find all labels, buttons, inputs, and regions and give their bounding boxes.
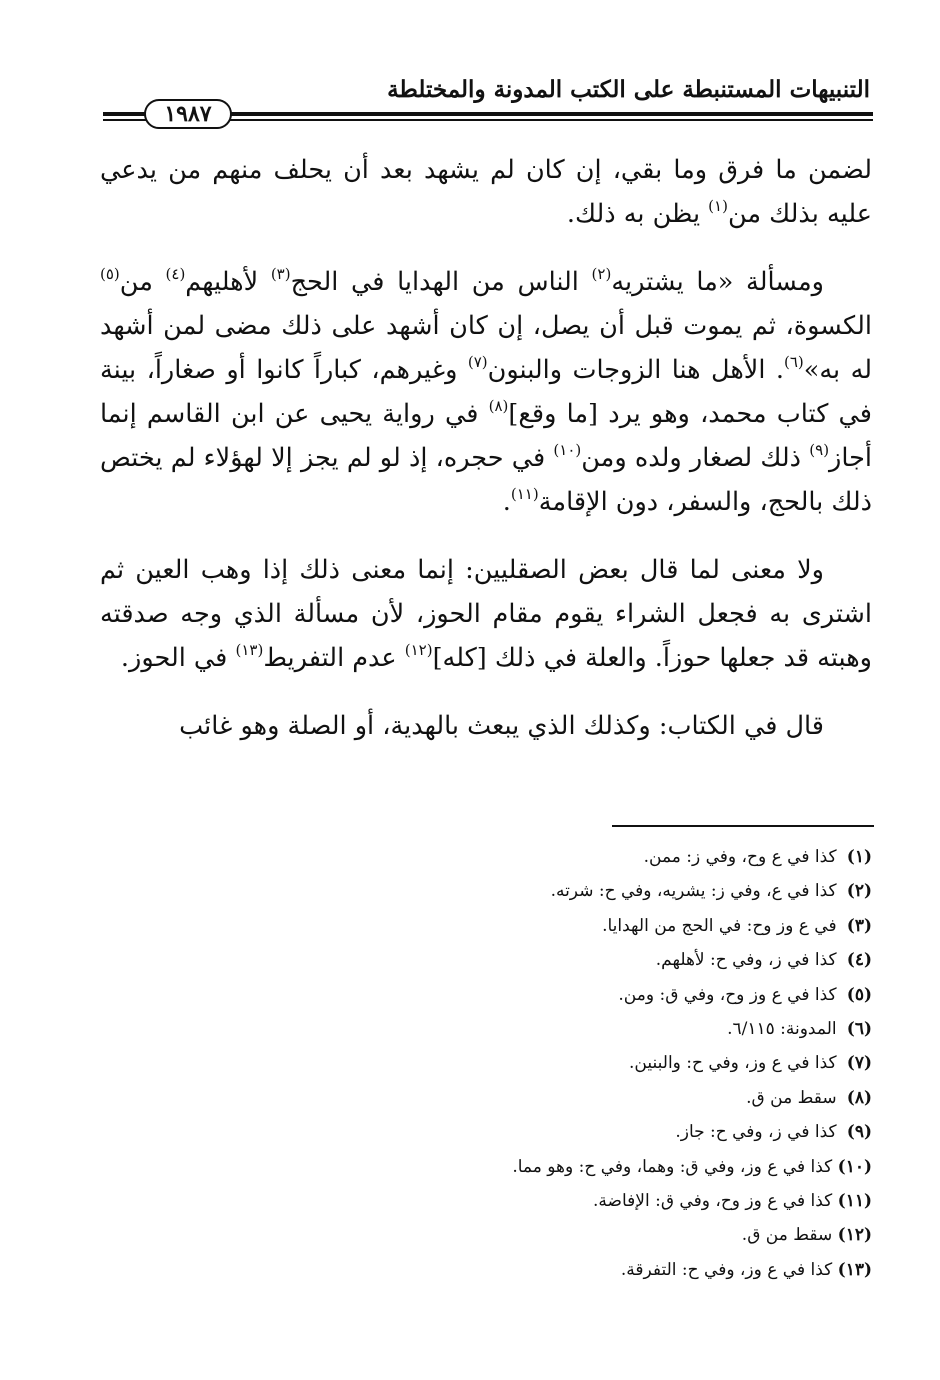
footnote xyxy=(252,909,872,943)
footnote-ref: (٦) xyxy=(783,353,804,371)
paragraph-4 xyxy=(100,704,872,748)
paragraph-1 xyxy=(100,148,872,236)
paragraph-gap xyxy=(100,524,872,548)
footnote xyxy=(252,1150,872,1184)
text-run: ومسألة «ما يشتريه xyxy=(611,267,824,297)
footnotes-list xyxy=(252,840,872,1287)
footnote-text: كذا في ع وز، وفي ح: والبنين. xyxy=(629,1053,837,1074)
paragraph-gap xyxy=(100,236,872,260)
footnote xyxy=(252,1115,872,1149)
text-run: . الأهل هنا الزوجات والبنون xyxy=(487,355,784,385)
footnote-number: (٧) xyxy=(846,1053,872,1074)
footnote-text: كذا في ع وز، وفي ح: التفرقة. xyxy=(620,1259,833,1280)
footnote xyxy=(252,1046,872,1080)
footnote-ref: (١٢) xyxy=(404,641,433,659)
footnote-ref: (١٠) xyxy=(553,441,582,459)
text-run: . xyxy=(502,487,511,517)
footnote-text: كذا في ع وز، وفي ق: وهما، وفي ح: وهو مما. xyxy=(512,1156,833,1177)
footnote-ref: (٨) xyxy=(488,397,509,415)
text-run: في رواية يحيى عن ابن القاسم إنما أجاز xyxy=(100,399,872,473)
text-run: الكسوة، ثم يموت قبل أن يصل، إن كان أشهد على ذلك مضى لمن أشهد له به» xyxy=(100,311,873,385)
text-run: وغيرهم، كباراً كانوا أو صغاراً، بينة في كتاب محمد، وهو يرد [ما وقع] xyxy=(100,355,872,429)
footnote-text: سقط من ق. xyxy=(746,1087,837,1108)
paragraph-gap xyxy=(100,680,872,704)
main-text xyxy=(100,148,872,748)
paragraph-2 xyxy=(100,260,872,524)
footnote-number: (١١) xyxy=(837,1191,872,1212)
footnote-text: كذا في ز، وفي ح: لأهلهم. xyxy=(655,950,837,971)
footnote xyxy=(252,1253,872,1287)
footnote xyxy=(252,943,872,977)
footnote-ref: (٧) xyxy=(467,353,488,371)
footnote-ref: (٢) xyxy=(591,265,612,283)
footnote-number: (٥) xyxy=(846,984,872,1005)
footnote xyxy=(252,1081,872,1115)
footnote-ref: (٣) xyxy=(270,265,291,283)
text-run: لأهليهم xyxy=(185,267,271,297)
footnote-text: كذا في ع وز وح، وفي ق: ومن. xyxy=(618,984,837,1005)
footnote-text: المدونة: ٦/١١٥. xyxy=(727,1019,837,1040)
footnote-ref: (٥) xyxy=(100,265,120,283)
text-run: لضمن ما فرق وما بقي، إن كان لم يشهد بعد أن يحلف منهم من يدعي عليه بذلك من xyxy=(100,155,872,229)
footnote-separator xyxy=(612,825,874,827)
footnote-text: كذا في ز، وفي ح: جاز. xyxy=(675,1122,837,1143)
footnote xyxy=(252,978,872,1012)
footnote-ref: (٩) xyxy=(809,441,830,459)
footnote-number: (١٣) xyxy=(837,1259,872,1280)
footnote-ref: (١٣) xyxy=(235,641,264,659)
footnote-number: (٩) xyxy=(846,1122,872,1143)
text-run: ذلك لصغار ولده ومن xyxy=(581,443,810,473)
text-run: في الحوز. xyxy=(120,643,236,673)
footnote-ref: (١) xyxy=(708,197,728,215)
footnote xyxy=(252,1012,872,1046)
footnote-text: في ع وز وح: في الحج من الهدايا. xyxy=(602,915,837,936)
text-run: قال في الكتاب: وكذلك الذي يبعث بالهدية، أو الصلة وهو غائب xyxy=(179,711,824,741)
footnote-text: كذا في ع، وفي ز: يشريه، وفي ح: شرته. xyxy=(550,881,837,902)
text-run: عدم التفريط xyxy=(263,643,405,673)
paragraph-3 xyxy=(100,548,872,680)
footnote-number: (٦) xyxy=(846,1019,872,1040)
text-run: يظن به ذلك. xyxy=(566,199,709,229)
text-run: في حجره، إذ لو لم يجز إلا لهؤلاء لم يختص ذلك بالحج، والسفر، دون الإقامة xyxy=(100,443,872,517)
footnote-ref: (١١) xyxy=(510,485,539,503)
page-number: ١٩٨٧ xyxy=(144,99,232,129)
footnote-number: (١) xyxy=(846,847,872,867)
footnote-text: سقط من ق. xyxy=(741,1225,833,1246)
footnote xyxy=(252,840,872,874)
footnote-number: (٨) xyxy=(846,1087,872,1108)
footnote-number: (١٠) xyxy=(837,1156,872,1177)
footnote-number: (٣) xyxy=(846,915,872,936)
footnote-number: (٢) xyxy=(846,881,872,902)
footnote xyxy=(252,1184,872,1218)
footnote-number: (٤) xyxy=(846,950,872,971)
footnote xyxy=(252,874,872,908)
footnote-text: كذا في ع وح، وفي ز: ممن. xyxy=(643,847,837,867)
footnote-ref: (٤) xyxy=(165,265,186,283)
running-title: التنبيهات المستنبطة على الكتب المدونة والمختلطة xyxy=(387,76,870,103)
footnote-number: (١٢) xyxy=(837,1225,872,1246)
footnote-text: كذا في ع وز وح، وفي ق: الإفاضة. xyxy=(593,1191,833,1212)
text-run: من xyxy=(119,267,166,297)
text-run: الناس من الهدايا في الحج xyxy=(290,267,592,297)
footnote xyxy=(252,1218,872,1252)
text-run: ولا معنى لما قال بعض الصقليين: إنما معنى ذلك إذا وهب العين ثم اشترى به فجعل الشراء يقوم مقام الحوز، لأن مسألة الذي وجه صدقته وهبته قد جعلها حوزاً. والعلة في ذلك [كله] xyxy=(100,555,872,673)
